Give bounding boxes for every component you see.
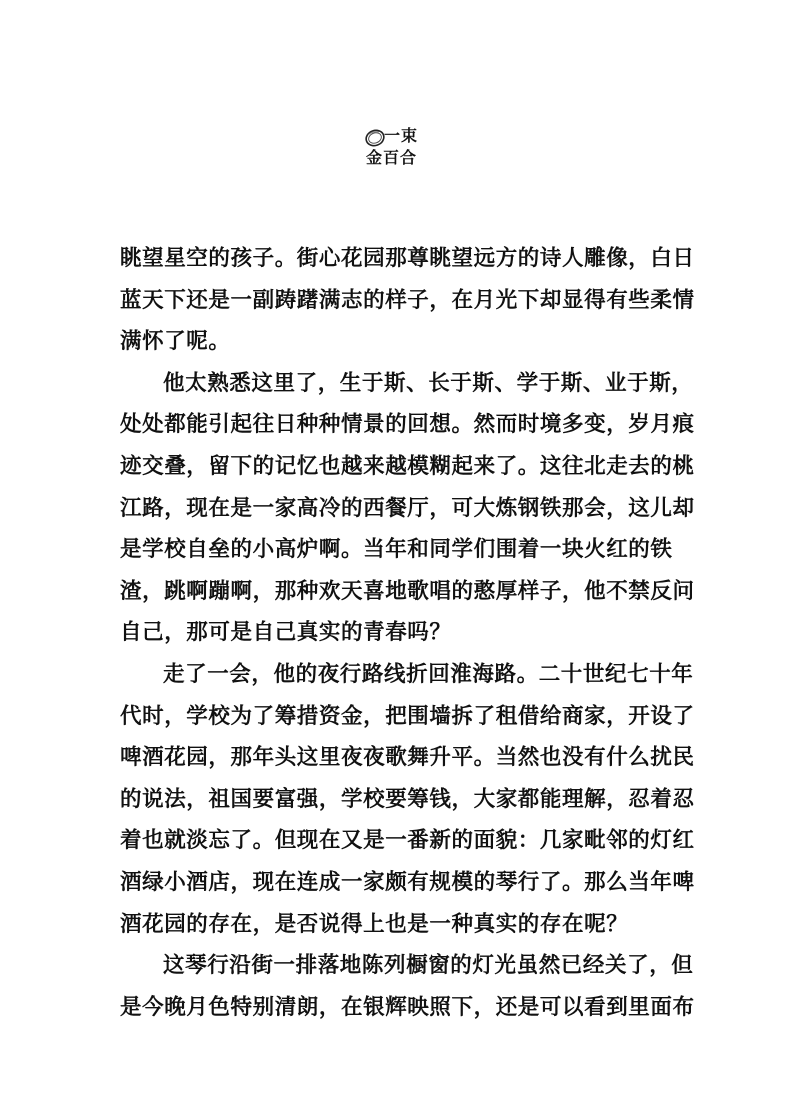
text-line: 满怀了呢。 [120,329,231,355]
text-line: 的说法，祖国要富强，学校要筹钱，大家都能理解，忍着忍 [120,786,695,812]
text-line: 江路，现在是一家高冷的西餐厅，可大炼钢铁那会，这儿却 [120,495,695,521]
text-line: 这琴行沿街一排落地陈列橱窗的灯光虽然已经关了，但 [163,953,694,979]
text-line: 啤酒花园，那年头这里夜夜歌舞升平。当然也没有什么扰民 [120,745,695,771]
text-line: 眺望星空的孩子。街心花园那尊眺望远方的诗人雕像，白日 [120,246,695,271]
chapter-header [364,124,444,174]
text-line: 处处都能引起往日种种情景的回想。然而时境多变，岁月痕 [120,412,695,438]
chapter-title-line1: 一束 [384,126,419,145]
text-line: 酒绿小酒店，现在连成一家颇有规模的琴行了。那么当年啤 [120,869,695,895]
text-line: 着也就淡忘了。但现在又是一番新的面貌：几家毗邻的灯红 [120,828,695,854]
text-line: 他太熟悉这里了，生于斯、长于斯、学于斯、业于斯， [163,370,694,396]
text-line: 代时，学校为了筹措资金，把围墙拆了租借给商家，开设了 [120,703,695,729]
text-line: 酒花园的存在，是否说得上也是一种真实的存在呢？ [120,911,629,937]
ring-icon [364,128,386,148]
body-text [120,238,695,1028]
text-line: 自己，那可是自己真实的青春吗？ [120,620,452,646]
text-line: 渣，跳啊蹦啊，那种欢天喜地歌唱的憨厚样子，他不禁反问 [120,578,695,604]
text-line: 是学校自垒的小高炉啊。当年和同学们围着一块火红的铁 [120,537,673,563]
text-line: 走了一会，他的夜行路线折回淮海路。二十世纪七十年 [163,661,694,687]
text-line: 是今晚月色特别清朗，在银辉映照下，还是可以看到里面布 [120,994,695,1020]
chapter-title-line2: 金百合 [366,148,418,167]
text-line: 迹交叠，留下的记忆也越来越模糊起来了。这往北走去的桃 [120,453,695,479]
text-line: 蓝天下还是一副踌躇满志的样子，在月光下却显得有些柔情 [120,287,695,313]
